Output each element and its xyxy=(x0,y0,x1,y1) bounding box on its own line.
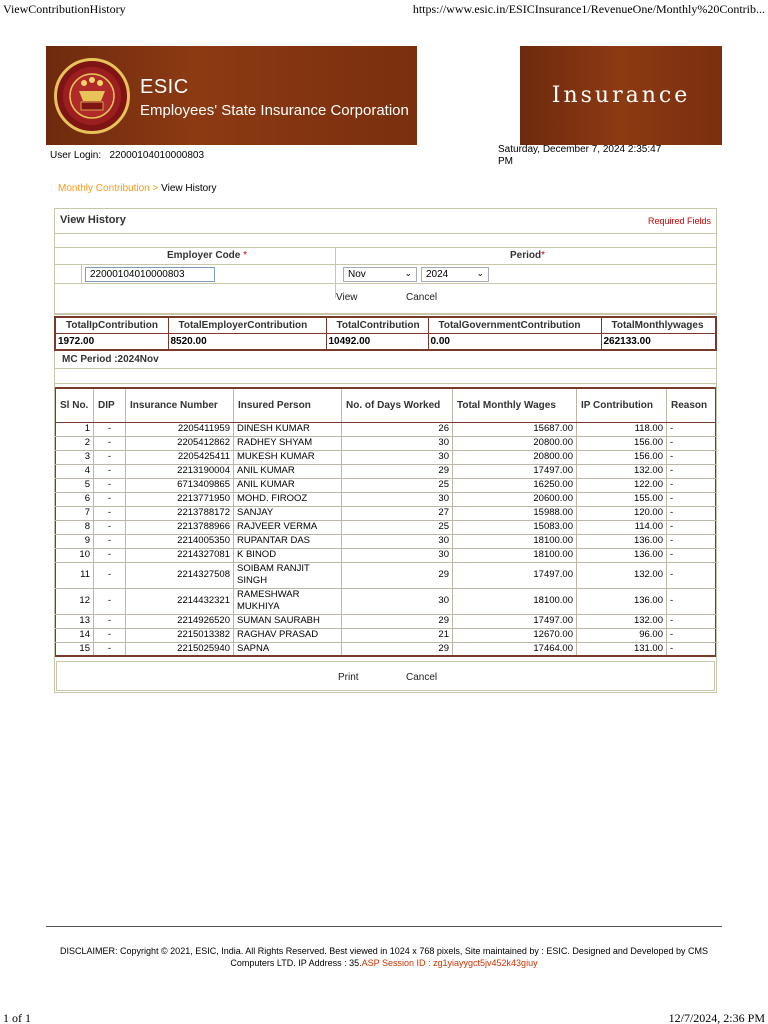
cell-sl-no: 3 xyxy=(56,450,94,464)
cell-ip-contribution: 118.00 xyxy=(577,422,667,436)
cell-insurance-number: 2213788172 xyxy=(126,506,234,520)
cell-monthly-wages: 18100.00 xyxy=(453,588,577,614)
cell-days-worked: 29 xyxy=(342,642,453,656)
cell-insurance-number: 2214327508 xyxy=(126,562,234,588)
print-timestamp: 12/7/2024, 2:36 PM xyxy=(668,1011,765,1024)
form-labels-row xyxy=(55,248,716,265)
divider xyxy=(54,368,717,369)
col-header-days-worked: No. of Days Worked xyxy=(342,388,453,422)
cell-insured-person: K BINOD xyxy=(234,548,342,562)
cell-ip-contribution: 96.00 xyxy=(577,628,667,642)
cell-reason: - xyxy=(667,422,716,436)
cell-insured-person: RUPANTAR DAS xyxy=(234,534,342,548)
cell-insurance-number: 2213771950 xyxy=(126,492,234,506)
cell-sl-no: 10 xyxy=(56,548,94,562)
cell-days-worked: 30 xyxy=(342,436,453,450)
table-row xyxy=(56,450,716,464)
cell-sl-no: 4 xyxy=(56,464,94,478)
cell-insured-person: SAPNA xyxy=(234,642,342,656)
cell-reason: - xyxy=(667,520,716,534)
table-row xyxy=(56,548,716,562)
cell-sl-no: 7 xyxy=(56,506,94,520)
panel-header xyxy=(55,209,716,234)
col-header-insured-person: Insured Person xyxy=(234,388,342,422)
cell-insurance-number: 2213788966 xyxy=(126,520,234,534)
cell-monthly-wages: 18100.00 xyxy=(453,548,577,562)
cell-insured-person: SOIBAM RANJIT SINGH xyxy=(234,562,342,588)
cell-sl-no: 14 xyxy=(56,628,94,642)
divider xyxy=(54,383,717,384)
col-header-dip: DIP xyxy=(94,388,126,422)
view-history-panel xyxy=(54,208,717,315)
totals-header: TotalContribution xyxy=(326,317,428,334)
cell-days-worked: 30 xyxy=(342,492,453,506)
cell-ip-contribution: 136.00 xyxy=(577,548,667,562)
cell-sl-no: 12 xyxy=(56,588,94,614)
cell-dip: - xyxy=(94,562,126,588)
table-row xyxy=(56,520,716,534)
cell-reason: - xyxy=(667,628,716,642)
cell-days-worked: 30 xyxy=(342,450,453,464)
cell-ip-contribution: 114.00 xyxy=(577,520,667,534)
cell-dip: - xyxy=(94,588,126,614)
month-select-value: Nov xyxy=(348,269,366,280)
cell-sl-no: 2 xyxy=(56,436,94,450)
table-row xyxy=(56,588,716,614)
cell-sl-no: 13 xyxy=(56,614,94,628)
org-short-name: ESIC xyxy=(140,76,189,98)
required-fields-note: Required Fields xyxy=(647,216,711,226)
cell-ip-contribution: 122.00 xyxy=(577,478,667,492)
cell-monthly-wages: 17497.00 xyxy=(453,562,577,588)
cell-insurance-number: 2214005350 xyxy=(126,534,234,548)
cell-insurance-number: 6713409865 xyxy=(126,478,234,492)
cell-days-worked: 29 xyxy=(342,562,453,588)
cell-insured-person: RAGHAV PRASAD xyxy=(234,628,342,642)
employer-code-label xyxy=(167,250,247,261)
cell-monthly-wages: 18100.00 xyxy=(453,534,577,548)
cell-dip: - xyxy=(94,628,126,642)
disclaimer-ip: Computers LTD. IP Address : 35. xyxy=(230,958,362,968)
cell-monthly-wages: 17464.00 xyxy=(453,642,577,656)
disclaimer xyxy=(46,945,722,969)
cell-ip-contribution: 156.00 xyxy=(577,450,667,464)
totals-header: TotalIpContribution xyxy=(55,317,168,334)
period-label xyxy=(510,250,545,261)
cell-monthly-wages: 16250.00 xyxy=(453,478,577,492)
col-header-sl-no: Sl No. xyxy=(56,388,94,422)
cell-reason: - xyxy=(667,642,716,656)
cell-reason: - xyxy=(667,464,716,478)
user-login-label: User Login: xyxy=(50,150,102,161)
cell-insurance-number: 2213190004 xyxy=(126,464,234,478)
cell-monthly-wages: 17497.00 xyxy=(453,464,577,478)
cell-insurance-number: 2214327081 xyxy=(126,548,234,562)
cell-insured-person: SUMAN SAURABH xyxy=(234,614,342,628)
cell-days-worked: 25 xyxy=(342,478,453,492)
table-row xyxy=(56,422,716,436)
col-header-reason: Reason xyxy=(667,388,716,422)
required-mark: * xyxy=(541,250,546,261)
cell-sl-no: 5 xyxy=(56,478,94,492)
panel-title: View History xyxy=(60,214,126,226)
cell-insurance-number: 2215025940 xyxy=(126,642,234,656)
cell-ip-contribution: 156.00 xyxy=(577,436,667,450)
insurance-banner xyxy=(520,46,722,145)
total-ip-contribution: 1972.00 xyxy=(55,334,168,351)
cell-dip: - xyxy=(94,436,126,450)
cell-dip: - xyxy=(94,478,126,492)
form-inputs-row xyxy=(55,265,716,284)
cell-reason: - xyxy=(667,478,716,492)
cell-monthly-wages: 12670.00 xyxy=(453,628,577,642)
breadcrumb xyxy=(58,183,217,194)
asp-session-id: ASP Session ID : zg1yiayygct5jv452k43giuy xyxy=(361,958,538,968)
cell-days-worked: 25 xyxy=(342,520,453,534)
table-row xyxy=(56,642,716,656)
cell-insurance-number: 2205412862 xyxy=(126,436,234,450)
cell-ip-contribution: 132.00 xyxy=(577,614,667,628)
disclaimer-line-2 xyxy=(46,957,722,969)
cell-dip: - xyxy=(94,520,126,534)
cell-dip: - xyxy=(94,450,126,464)
cell-insured-person: MUKESH KUMAR xyxy=(234,450,342,464)
cell-sl-no: 8 xyxy=(56,520,94,534)
totals-header-row xyxy=(55,317,716,334)
month-select[interactable] xyxy=(343,267,417,282)
cell-sl-no: 15 xyxy=(56,642,94,656)
table-row xyxy=(56,628,716,642)
cell-insured-person: SANJAY xyxy=(234,506,342,520)
chevron-down-icon: ⌄ xyxy=(476,268,484,278)
total-government-contribution: 0.00 xyxy=(428,334,601,351)
cell-days-worked: 30 xyxy=(342,548,453,562)
disclaimer-line-1: DISCLAIMER: Copyright © 2021, ESIC, India. All Rights Reserved. Best viewed in 1024 x 768 pixels, Site maintained by : ESIC. Designed and Developed by CMS xyxy=(60,946,708,956)
cell-days-worked: 29 xyxy=(342,464,453,478)
cell-insured-person: ANIL KUMAR xyxy=(234,464,342,478)
cell-insured-person: ANIL KUMAR xyxy=(234,478,342,492)
cell-insured-person: RADHEY SHYAM xyxy=(234,436,342,450)
bottom-cancel-button[interactable]: Cancel xyxy=(406,672,438,683)
footer-divider xyxy=(46,926,722,927)
cell-reason: - xyxy=(667,506,716,520)
cell-sl-no: 9 xyxy=(56,534,94,548)
total-employer-contribution: 8520.00 xyxy=(168,334,326,351)
year-select[interactable] xyxy=(421,267,489,282)
employer-code-label-text: Employer Code xyxy=(167,250,241,261)
cell-ip-contribution: 136.00 xyxy=(577,534,667,548)
cell-insured-person: MOHD. FIROOZ xyxy=(234,492,342,506)
employer-code-input[interactable]: 22000104010000803 xyxy=(85,267,215,282)
esic-logo xyxy=(54,58,130,134)
detail-body xyxy=(56,422,716,656)
cell-monthly-wages: 17497.00 xyxy=(453,614,577,628)
cell-monthly-wages: 15687.00 xyxy=(453,422,577,436)
cell-monthly-wages: 20600.00 xyxy=(453,492,577,506)
action-row xyxy=(55,284,716,314)
cell-sl-no: 11 xyxy=(56,562,94,588)
user-login-id: 22000104010000803 xyxy=(109,150,205,161)
cell-reason: - xyxy=(667,492,716,506)
cell-dip: - xyxy=(94,548,126,562)
cell-dip: - xyxy=(94,422,126,436)
col-header-insurance-number: Insurance Number xyxy=(126,388,234,422)
cell-insurance-number: 2215013382 xyxy=(126,628,234,642)
cancel-button[interactable]: Cancel xyxy=(406,292,438,303)
col-header-monthly-wages: Total Monthly Wages xyxy=(453,388,577,422)
table-row xyxy=(56,478,716,492)
print-page-url: https://www.esic.in/ESICInsurance1/RevenueOne/Monthly%20Contrib... xyxy=(412,2,765,16)
cell-days-worked: 30 xyxy=(342,588,453,614)
print-button[interactable]: Print xyxy=(338,672,359,683)
print-page-count: 1 of 1 xyxy=(3,1011,31,1024)
cell-days-worked: 29 xyxy=(342,614,453,628)
table-row xyxy=(56,506,716,520)
cell-ip-contribution: 132.00 xyxy=(577,464,667,478)
chevron-down-icon: ⌄ xyxy=(404,268,412,278)
period-label-text: Period xyxy=(510,250,542,261)
cell-monthly-wages: 20800.00 xyxy=(453,450,577,464)
table-row xyxy=(56,492,716,506)
totals-header: TotalMonthlywages xyxy=(601,317,716,334)
breadcrumb-monthly-contribution-link[interactable]: Monthly Contribution > xyxy=(58,183,159,194)
totals-table xyxy=(54,316,717,351)
cell-insurance-number: 2205411959 xyxy=(126,422,234,436)
esic-banner xyxy=(46,46,417,145)
cell-reason: - xyxy=(667,614,716,628)
year-select-value: 2024 xyxy=(426,269,449,280)
cell-reason: - xyxy=(667,534,716,548)
spacer-row xyxy=(55,234,716,248)
cell-dip: - xyxy=(94,642,126,656)
cell-reason: - xyxy=(667,588,716,614)
mc-period: MC Period :2024Nov xyxy=(62,354,159,365)
cell-days-worked: 26 xyxy=(342,422,453,436)
insurance-text: Insurance xyxy=(551,83,691,108)
col-header-ip-contribution: IP Contribution xyxy=(577,388,667,422)
detail-header-row xyxy=(56,388,716,422)
cell-dip: - xyxy=(94,464,126,478)
table-row xyxy=(56,614,716,628)
cell-insurance-number: 2214926520 xyxy=(126,614,234,628)
table-row xyxy=(56,534,716,548)
cell-reason: - xyxy=(667,562,716,588)
cell-insured-person: RAJVEER VERMA xyxy=(234,520,342,534)
cell-reason: - xyxy=(667,436,716,450)
cell-ip-contribution: 155.00 xyxy=(577,492,667,506)
cell-insurance-number: 2205425411 xyxy=(126,450,234,464)
total-monthly-wages: 262133.00 xyxy=(601,334,716,351)
bottom-actions xyxy=(56,661,715,691)
table-row xyxy=(56,562,716,588)
cell-reason: - xyxy=(667,450,716,464)
totals-value-row xyxy=(55,334,716,351)
table-row xyxy=(56,436,716,450)
cell-insured-person: DINESH KUMAR xyxy=(234,422,342,436)
cell-monthly-wages: 20800.00 xyxy=(453,436,577,450)
breadcrumb-current: View History xyxy=(158,183,217,194)
cell-dip: - xyxy=(94,534,126,548)
cell-days-worked: 30 xyxy=(342,534,453,548)
print-page-title: ViewContributionHistory xyxy=(3,2,126,16)
current-datetime: Saturday, December 7, 2024 2:35:47 PM xyxy=(498,144,662,167)
required-mark: * xyxy=(243,250,248,261)
cell-insured-person: RAMESHWAR MUKHIYA xyxy=(234,588,342,614)
cell-days-worked: 21 xyxy=(342,628,453,642)
cell-monthly-wages: 15083.00 xyxy=(453,520,577,534)
user-login xyxy=(50,150,204,161)
view-button[interactable]: View xyxy=(336,292,358,303)
cell-dip: - xyxy=(94,614,126,628)
total-contribution: 10492.00 xyxy=(326,334,428,351)
cell-monthly-wages: 15988.00 xyxy=(453,506,577,520)
totals-header: TotalEmployerContribution xyxy=(168,317,326,334)
row-divider xyxy=(81,265,82,283)
cell-ip-contribution: 131.00 xyxy=(577,642,667,656)
totals-header: TotalGovernmentContribution xyxy=(428,317,601,334)
cell-sl-no: 1 xyxy=(56,422,94,436)
org-full-name: Employees' State Insurance Corporation xyxy=(140,102,409,119)
cell-dip: - xyxy=(94,506,126,520)
table-row xyxy=(56,464,716,478)
cell-ip-contribution: 136.00 xyxy=(577,588,667,614)
cell-dip: - xyxy=(94,492,126,506)
cell-days-worked: 27 xyxy=(342,506,453,520)
cell-insurance-number: 2214432321 xyxy=(126,588,234,614)
cell-reason: - xyxy=(667,548,716,562)
contribution-detail-table xyxy=(55,387,716,657)
cell-sl-no: 6 xyxy=(56,492,94,506)
cell-ip-contribution: 132.00 xyxy=(577,562,667,588)
cell-ip-contribution: 120.00 xyxy=(577,506,667,520)
